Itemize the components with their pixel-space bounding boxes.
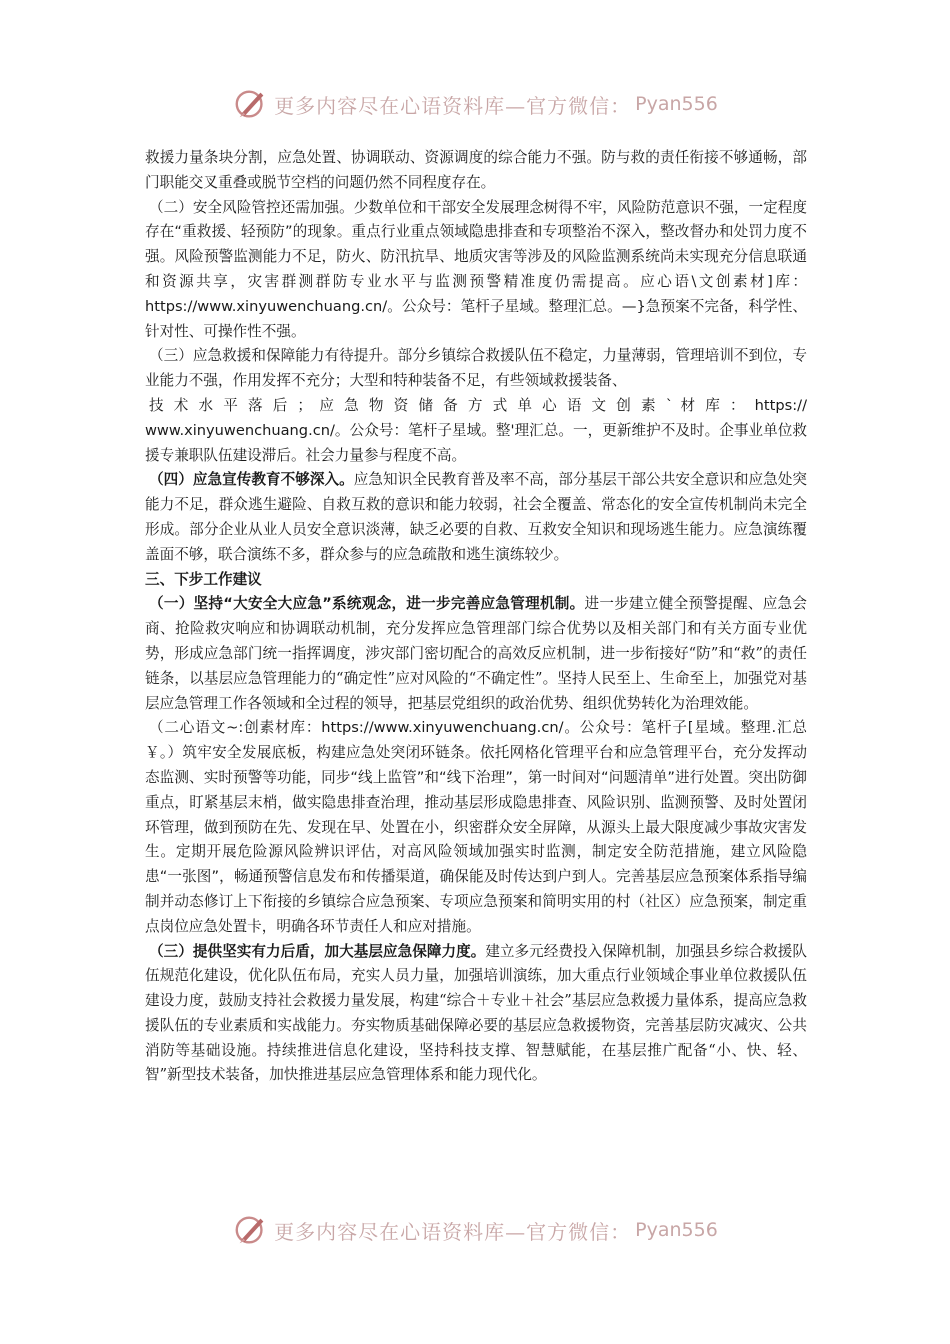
paragraph-7-heading: （三）提供坚实有力后盾，加大基层应急保障力度。 [149,942,486,960]
banner-text: 更多内容尽在心语资料库—官方微信： [274,1219,632,1244]
footer-banner [0,1208,950,1252]
banner-wechat-id: Pyan556 [635,1219,718,1241]
brush-logo-icon [232,85,270,123]
paragraph-5 [145,592,807,716]
paragraph-3 [145,344,807,468]
paragraph-4-heading: （四）应急宣传教育不够深入。 [149,471,354,489]
paragraph-5-body: 进一步建立健全预警提醒、应急会商、抢险救灾响应和协调联动机制，充分发挥应急管理部门综合优势以及相关部门和有关方面专业优势，形成应急部门统一指挥调度，涉灾部门密切配合的高效反应机制，进一步衔接好“防”和“救”的责任链条，以基层应急管理能力的“确定性”应对风险的“不确定性”。坚持人民至上、生命至上，加强党对基层应急管理工作各领域和全过程的领导，把基层党组织的政治优势、组织优势转化为治理效能。 [145,595,807,712]
paragraph-5-heading: （一）坚持“大安全大应急”系统观念，进一步完善应急管理机制。 [149,595,585,613]
paragraph-7-body: 建立多元经费投入保障机制，加强县乡综合救援队伍规范化建设，优化队伍布局，充实人员力量，加强培训演练，加大重点行业领域企事业单位救援队伍建设力度，鼓励支持社会救援力量发展，构建“综合＋专业＋社会”基层应急救援力量体系，提高应急救援队伍的专业素质和实战能力。夯实物质基础保障必要的基层应急救援物资，完善基层防灾减灾、公共消防等基础设施。持续推进信息化建设，坚持科技支撑、智慧赋能，在基层推广配备“小、快、轻、智”新型技术装备，加快推进基层应急管理体系和能力现代化。 [145,942,807,1084]
paragraph-1: 救援力量条块分割，应急处置、协调联动、资源调度的综合能力不强。防与救的责任衔接不够通畅，部门职能交叉重叠或脱节空档的问题仍然不同程度存在。 [145,149,807,191]
section-heading-3: 三、下步工作建议 [145,570,262,588]
paragraph-3-part-b: 技 术 水 平 落 后 ； 应 急 物 资 储 备 方 式 单 心 语 文 创 素 ` 材 库 ： https:// [149,396,807,414]
document-body [145,146,807,1088]
banner-text: 更多内容尽在心语资料库—官方微信： [274,93,632,118]
paragraph-4-body: 应急知识全民教育普及率不高，部分基层干部公共安全意识和应急处突能力不足，群众逃生避险、自救互救的意识和能力较弱，社会全覆盖、常态化的安全宣传机制尚未完全形成。部分企业从业人员安全意识淡薄，缺乏必要的自救、互救安全知识和现场逃生能力。应急演练覆盖面不够，联合演练不多，群众参与的应急疏散和逃生演练较少。 [145,471,807,563]
paragraph-6: （二心语文~:创素材库：https://www.xinyuwenchuang.cn/。公众号：笔杆子[星域。整理.汇总￥。）筑牢安全发展底板，构建应急处突闭环链条。依托网格化管理平台和应急管理平台，充分发挥动态监测、实时预警等功能，同步“线上监管”和“线下治理”，第一时间对“问题清单”进行处置。突出防御重点，盯紧基层末梢，做实隐患排查治理，推动基层形成隐患排查、风险识别、监测预警、及时处置闭环管理，做到预防在先、发现在早、处置在小，织密群众安全屏障，从源头上最大限度减少事故灾害发生。定期开展危险源风险辨识评估，对高风险领域加强实时监测，制定安全防范措施，建立风险隐患“一张图”，畅通预警信息发布和传播渠道，确保能及时传达到户到人。完善基层应急预案体系指导编制并动态修订上下衔接的乡镇综合应急预案、专项应急预案和简明实用的村（社区）应急预案，制定重点岗位应急处置卡，明确各环节责任人和应对措施。 [145,719,807,935]
header-banner [0,82,950,126]
paragraph-3-part-c: www.xinyuwenchuang.cn/。公众号：笔杆子星域。整'理汇总。一，更新维护不及时。企事业单位救援专兼职队伍建设滞后。社会力量参与程度不高。 [145,421,807,464]
paragraph-2: （二）安全风险管控还需加强。少数单位和干部安全发展理念树得不牢，风险防范意识不强，一定程度存在“重救援、轻预防”的现象。重点行业重点领域隐患排查和专项整治不深入，整改督办和处罚力度不强。风险预警监测能力不足，防火、防汛抗旱、地质灾害等涉及的风险监测系统尚未实现充分信息联通和资源共享，灾害群测群防专业水平与监测预警精准度仍需提高。应心语\文创素材]库：https://www.xinyuwenchuang.cn/。公众号：笔杆子星域。整理汇总。—}急预案不完备，科学性、针对性、可操作性不强。 [145,198,807,340]
brush-logo-icon [232,1211,270,1249]
paragraph-7 [145,940,807,1089]
paragraph-3-part-a: （三）应急救援和保障能力有待提升。部分乡镇综合救援队伍不稳定，力量薄弱，管理培训不到位，专业能力不强，作用发挥不充分；大型和特种装备不足，有些领域救援装备、 [145,347,807,390]
paragraph-4 [145,468,807,567]
banner-wechat-id: Pyan556 [635,93,718,115]
